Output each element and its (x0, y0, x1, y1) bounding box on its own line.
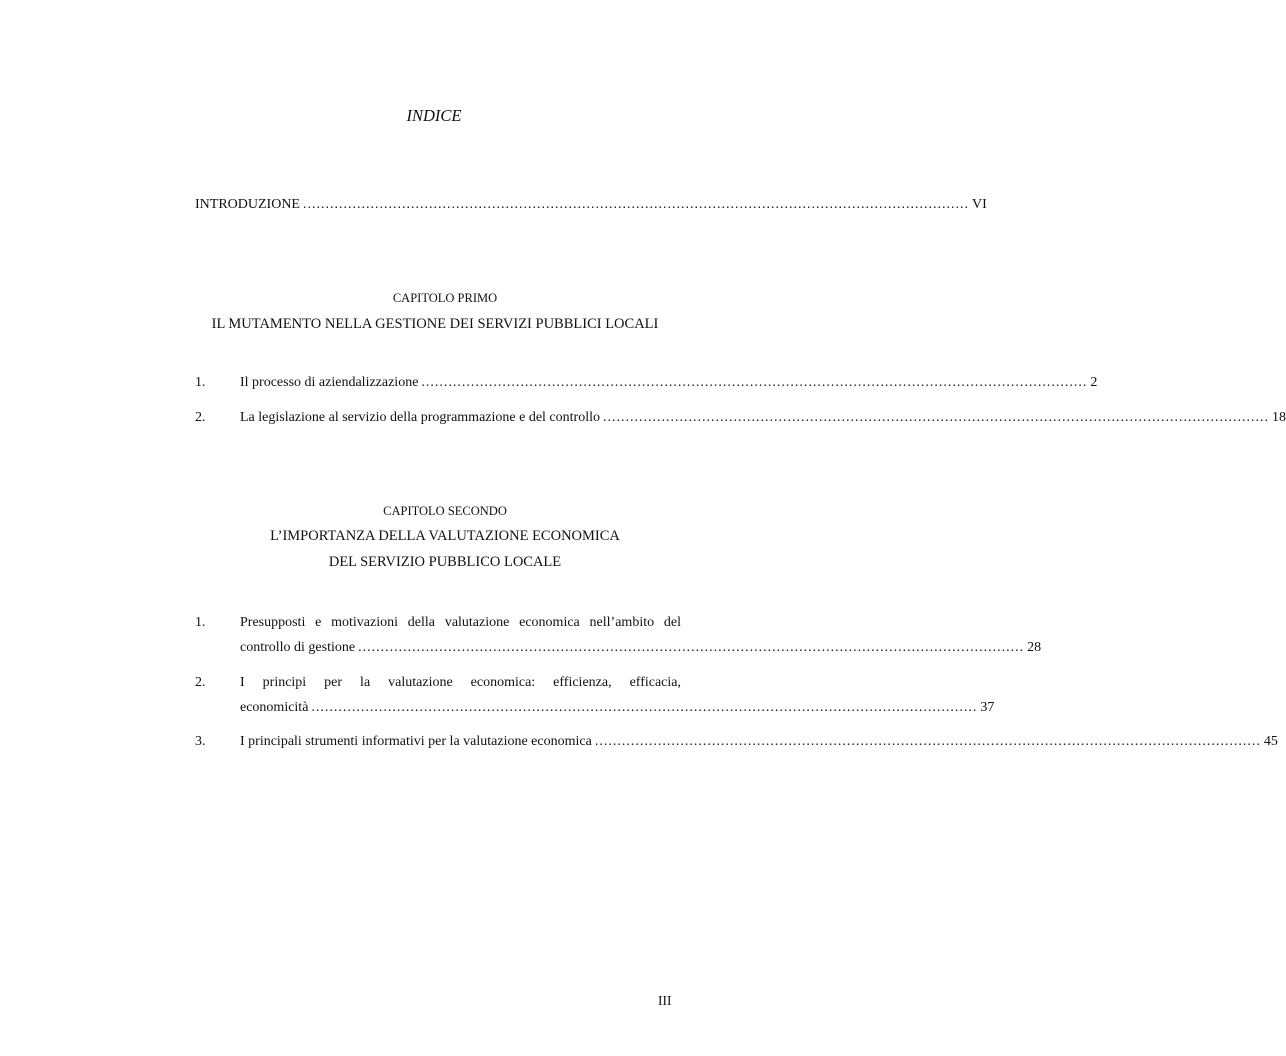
toc-entry-page: 18 (1271, 410, 1286, 425)
dot-leader: .................................................................................................................................................... (594, 734, 1261, 749)
toc-entry-page: 2 (1090, 375, 1098, 390)
toc-number: 2. (195, 410, 206, 425)
dot-leader: .................................................................................................................................................... (302, 197, 969, 212)
toc-number: 1. (195, 615, 206, 630)
chapter-2-label: CAPITOLO SECONDO (383, 504, 507, 518)
toc-entry-ch1-1[interactable] (240, 374, 1098, 392)
dot-leader: .................................................................................................................................................... (358, 640, 1025, 655)
toc-entry-ch2-1-line1[interactable]: Presupposti e motivazioni della valutazione economica nell’ambito del (240, 615, 681, 630)
toc-entry-ch2-2[interactable] (240, 699, 995, 717)
toc-entry-ch2-3[interactable] (240, 733, 1278, 751)
toc-entry-page: 37 (980, 700, 995, 715)
toc-entry-ch2-2-line1[interactable]: I principi per la valutazione economica: efficienza, efficacia, (240, 675, 681, 690)
toc-entry-label: Il processo di aziendalizzazione (240, 375, 419, 390)
toc-number: 2. (195, 675, 206, 690)
page-title: INDICE (406, 106, 462, 125)
toc-entry-ch2-1[interactable] (240, 639, 1042, 657)
dot-leader: .................................................................................................................................................... (602, 410, 1269, 425)
chapter-1-heading: IL MUTAMENTO NELLA GESTIONE DEI SERVIZI PUBBLICI LOCALI (211, 316, 659, 332)
chapter-2-heading-line1: L’IMPORTANZA DELLA VALUTAZIONE ECONOMICA (270, 528, 620, 544)
toc-number: 3. (195, 734, 206, 749)
dot-leader: .................................................................................................................................................... (311, 700, 978, 715)
toc-entry-page: VI (971, 197, 987, 212)
dot-leader: .................................................................................................................................................... (421, 375, 1088, 390)
toc-entry-introduzione[interactable] (195, 196, 987, 214)
toc-entry-label: controllo di gestione (240, 640, 356, 655)
toc-entry-page: 45 (1263, 734, 1278, 749)
toc-entry-page: 28 (1027, 640, 1042, 655)
toc-entry-label: La legislazione al servizio della programmazione e del controllo (240, 410, 600, 425)
chapter-2-heading-line2: DEL SERVIZIO PUBBLICO LOCALE (328, 554, 562, 570)
toc-entry-ch1-2[interactable] (240, 409, 1286, 427)
page-number: III (658, 993, 672, 1008)
toc-entry-label: economicità (240, 700, 309, 715)
toc-number: 1. (195, 375, 206, 390)
toc-entry-label: INTRODUZIONE (195, 197, 300, 212)
toc-entry-label: I principali strumenti informativi per la valutazione economica (240, 734, 592, 749)
chapter-1-label: CAPITOLO PRIMO (392, 291, 498, 305)
